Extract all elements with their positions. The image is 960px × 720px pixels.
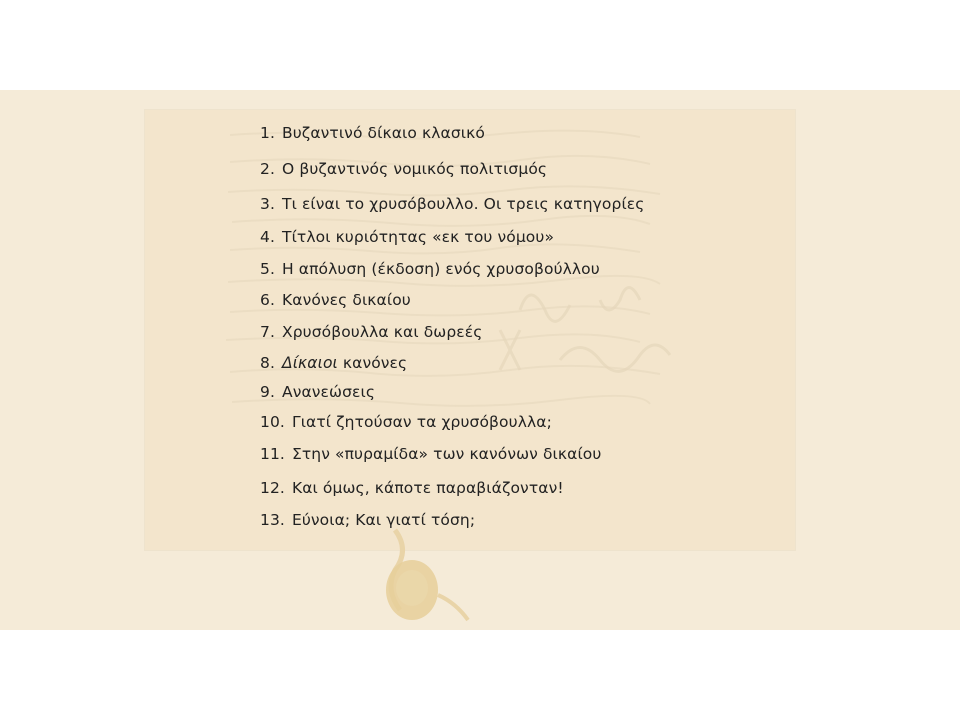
item-text: Και όμως, κάποτε παραβιάζονταν! xyxy=(291,479,564,497)
list-item xyxy=(260,354,407,372)
list-item xyxy=(260,479,564,497)
item-number: 13. xyxy=(260,511,285,529)
item-text: Στην «πυραμίδα» των κανόνων δικαίου xyxy=(291,445,602,463)
list-item xyxy=(260,383,375,401)
item-number: 12. xyxy=(260,479,285,497)
item-number: 7. xyxy=(260,323,275,341)
item-number: 2. xyxy=(260,160,275,178)
list-item xyxy=(260,413,552,431)
item-number: 8. xyxy=(260,354,275,372)
item-text: Τίτλοι κυριότητας «εκ του νόμου» xyxy=(282,228,555,246)
item-text: Ο βυζαντινός νομικός πολιτισμός xyxy=(282,160,548,178)
list-item xyxy=(260,291,411,309)
item-number: 9. xyxy=(260,383,275,401)
item-text: Χρυσόβουλλα και δωρεές xyxy=(282,323,483,341)
item-text: κανόνες xyxy=(337,354,408,372)
item-text: Εύνοια; Και γιατί τόση; xyxy=(291,511,476,529)
item-number: 4. xyxy=(260,228,275,246)
item-number: 6. xyxy=(260,291,275,309)
item-number: 5. xyxy=(260,260,275,278)
list-item xyxy=(260,445,601,463)
item-number: 3. xyxy=(260,195,275,213)
item-text: Κανόνες δικαίου xyxy=(282,291,411,309)
item-text-italic: Δίκαιοι xyxy=(282,354,338,372)
item-number: 10. xyxy=(260,413,285,431)
item-text: Τι είναι το χρυσόβουλλο. Οι τρεις κατηγορίες xyxy=(282,195,645,213)
list-item xyxy=(260,124,485,142)
list-item xyxy=(260,160,547,178)
list-item xyxy=(260,228,554,246)
list-item xyxy=(260,511,475,529)
item-text: Γιατί ζητούσαν τα χρυσόβουλλα; xyxy=(291,413,552,431)
item-text: Ανανεώσεις xyxy=(282,383,376,401)
item-number: 1. xyxy=(260,124,275,142)
list-item xyxy=(260,323,482,341)
list-item xyxy=(260,195,644,213)
item-number: 11. xyxy=(260,445,285,463)
list-item xyxy=(260,260,600,278)
item-text: Βυζαντινό δίκαιο κλασικό xyxy=(282,124,485,142)
item-text: Η απόλυση (έκδοση) ενός χρυσοβούλλου xyxy=(282,260,600,278)
